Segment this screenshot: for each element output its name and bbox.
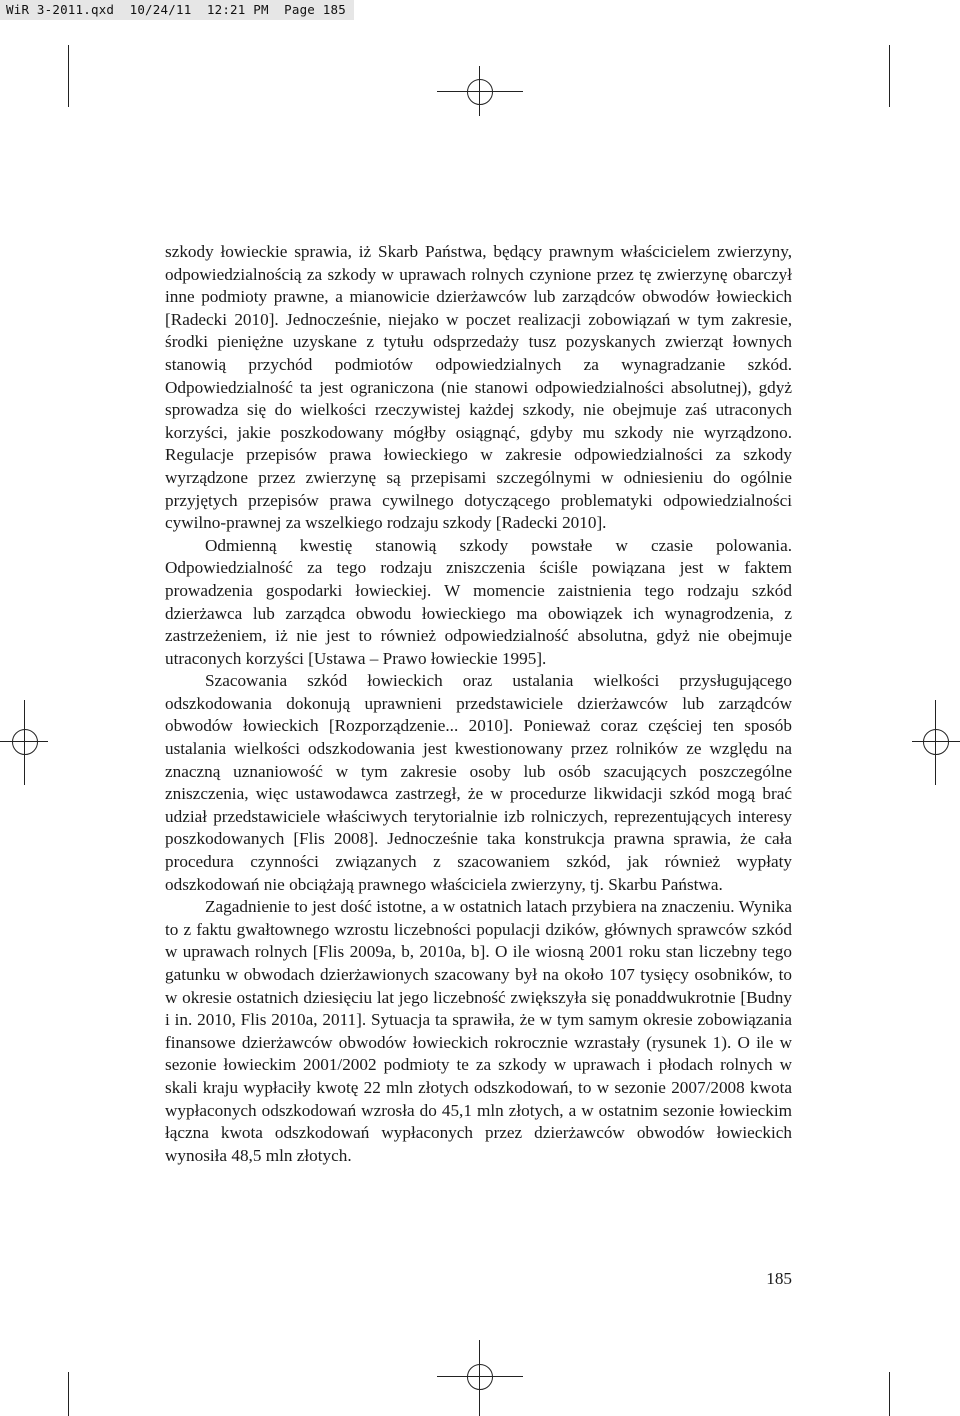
crop-mark-top-left [68,45,69,107]
crop-mark-bottom-right [889,1372,890,1416]
crop-mark-bottom-left [68,1372,69,1416]
body-text [165,241,792,1167]
registration-mark-left-circle [12,729,38,755]
paragraph: Zagadnienie to jest dość istotne, a w ostatnich latach przybiera na znaczeniu. Wynika to z faktu gwałtownego wzrostu liczebności populacji dzików, głównych sprawców szkód w uprawach rolnych [Flis 2009a, b, 2010a, b]. O ile wiosną 2001 roku stan liczebny tego gatunku w obwodach dzierżawionych szacowany był na około 107 tysięcy osobników, to w okresie ostatnich dziesięciu lat jego liczebność zwiększyła się ponaddwukrotnie [Budny i in. 2010, Flis 2010a, 2011]. Sytuacja ta sprawiła, że w tym samym okresie zobowiązania finansowe dzierżawców obwodów łowieckich rokrocznie wzrastały (rysunek 1). O ile w sezonie łowieckim 2001/2002 podmioty te za szkody w uprawach i płodach rolnych w skali kraju wypłaciły kwotę 22 mln złotych odszkodowań, to w sezonie 2007/2008 kwota wypłaconych odszkodowań wzrosła do 45,1 mln złotych, a w ostatnim sezonie łowieckim łączna kwota odszkodowań wypłaconych przez dzierżawców obwodów łowieckich wynosiła 48,5 mln złotych. [165,897,792,1165]
paragraph: Szacowania szkód łowieckich oraz ustalania wielkości przysługującego odszkodowania dokonują uprawnieni przedstawiciele dzierżawców lub zarządców obwodów łowieckich [Rozporządzenie... 2010]. Ponieważ coraz częściej ten sposób ustalania wielkości odszkodowania jest kwestionowany przez rolników ze względu na znaczną uznaniowość w tym zakresie osoby lub osób szacujących poszczególne zniszczenia, więc ustawodawca zastrzegł, że w procedurze likwidacji szkód mogą brać udział przedstawiciele właściwych terytorialnie izb rolniczych, reprezentujących interesy poszkodowanych [Flis 2008]. Jednocześnie taka konstrukcja prawna sprawia, że cała procedura czynności związanych z szacowaniem szkód, jak również wypłaty odszkodowań nie obciążają prawnego właściciela zwierzyny, tj. Skarbu Państwa. [165,671,792,894]
registration-mark-bottom-circle [467,1364,493,1390]
paragraph: szkody łowieckie sprawia, iż Skarb Państwa, będący prawnym właścicielem zwierzyny, odpowiedzialnością za szkody w uprawach rolnych czynione przez tę zwierzynę obarczył inne podmioty prawne, a mianowicie dzierżawców lub zarządców obwodów łowieckich [Radecki 2010]. Jednocześnie, niejako w poczet realizacji zobowiązań w tym zakresie, środki pieniężne uzyskane z tytułu odsprzedaży tusz pozyskanych zwierząt łownych stanowią przychód podmiotów odpowiedzialnych za wynagradzanie szkód. Odpowiedzialność ta jest ograniczona (nie stanowi odpowiedzialności absolutnej), gdyż sprowadza się do wielkości rzeczywistej każdej szkody, nie obejmuje zaś utraconych korzyści, jakie poszkodowany mógłby osiągnąć, gdyby mu szkody nie wyrządzono. Regulacje przepisów prawa łowieckiego w zakresie odpowiedzialności za szkody wyrządzone przez zwierzynę są przepisami szczególnymi w odniesieniu do ogólnie przyjętych przepisów prawa cywilnego dotyczącego problematyki odpowiedzialności cywilno-prawnej za wszelkiego rodzaju szkody [Radecki 2010]. [165,242,792,533]
registration-mark-right-circle [923,729,949,755]
print-slug: WiR 3-2011.qxd 10/24/11 12:21 PM Page 185 [0,0,354,20]
page-number: 185 [766,1269,792,1288]
paragraph: Odmienną kwestię stanowią szkody powstałe w czasie polowania. Odpowiedzialność za tego rodzaju zniszczenia ściśle powiązana jest w faktem prowadzenia gospodarki łowieckiej. W momencie zaistnienia tego rodzaju szkód dzierżawca lub zarządca obwodu łowieckiego ma obowiązek ich wynagrodzenia, z zastrzeżeniem, iż nie jest to również odpowiedzialność absolutna, gdyż nie obejmuje utraconych korzyści [Ustawa – Prawo łowieckie 1995]. [165,535,792,668]
crop-mark-top-right [889,45,890,107]
registration-mark-top-circle [467,79,493,105]
